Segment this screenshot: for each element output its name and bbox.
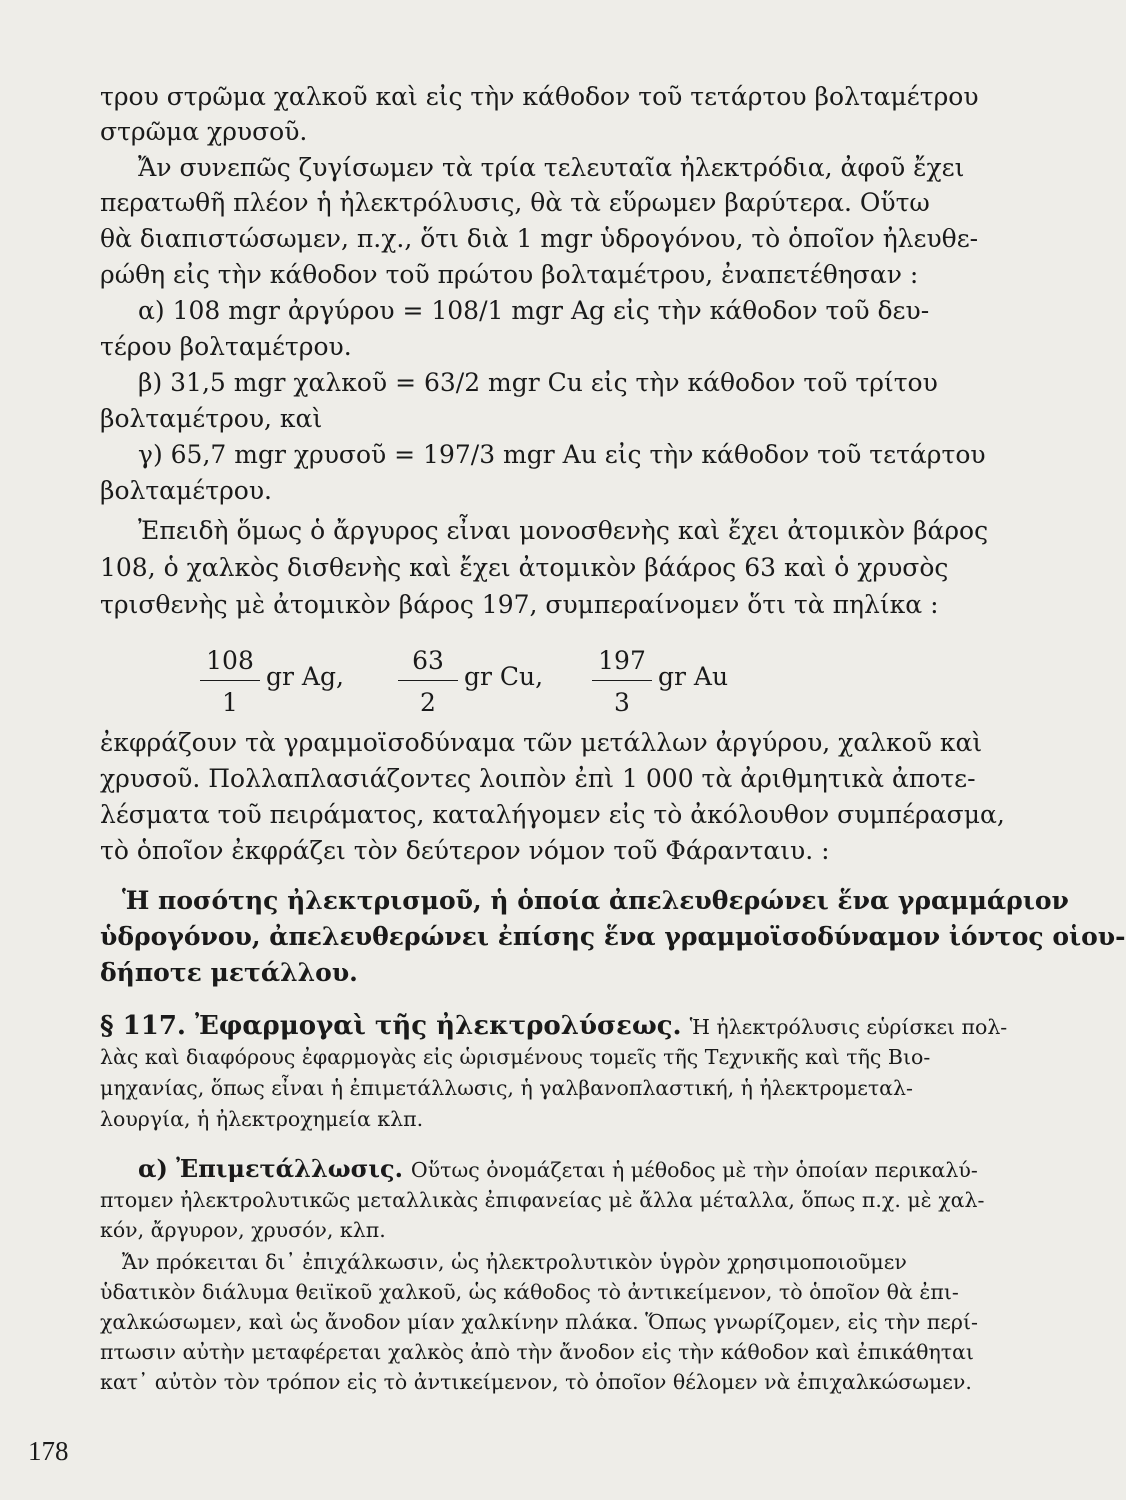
fraction-unit: gr Au — [658, 662, 729, 691]
text-line: πτωσιν αὐτὴν μεταφέρεται χαλκὸς ἀπὸ τὴν ἄνοδον εἰς τὴν κάθοδον καὶ ἐπικάθηται — [100, 1340, 974, 1364]
law-statement-line: ὑδρογόνου, ἀπελευθερώνει ἐπίσης ἕνα γραμμοϊσοδύναμον ἰόντος οἱου- — [100, 922, 1126, 951]
text-line: ρώθη εἰς τὴν κάθοδον τοῦ πρώτου βολταμέτρου, ἐναπετέθησαν : — [100, 260, 919, 289]
text-line: τρου στρῶμα χαλκοῦ καὶ εἰς τὴν κάθοδον τοῦ τετάρτου βολταμέτρου — [100, 82, 979, 111]
text-line: χρυσοῦ. Πολλαπλασιάζοντες λοιπὸν ἐπὶ 1 000 τὰ ἀριθμητικὰ ἀποτε- — [100, 764, 976, 793]
text-line: β) 31,5 mgr χαλκοῦ = 63/2 mgr Cu εἰς τὴν κάθοδον τοῦ τρίτου — [138, 368, 938, 397]
text-line: βολταμέτρου. — [100, 476, 272, 505]
text-line: τέρου βολταμέτρου. — [100, 332, 352, 361]
text-line: Ἄν συνεπῶς ζυγίσωμεν τὰ τρία τελευταῖα ἠλεκτρόδια, ἀφοῦ ἔχει — [138, 153, 965, 182]
text-line: μηχανίας, ὅπως εἶναι ἡ ἐπιμετάλλωσις, ἡ γαλβανοπλαστική, ἡ ἠλεκτρομεταλ- — [100, 1076, 913, 1100]
text-line: στρῶμα χρυσοῦ. — [100, 117, 308, 146]
text-line: Ἄν πρόκειται δι᾿ ἐπιχάλκωσιν, ὡς ἠλεκτρολυτικὸν ὑγρὸν χρησιμοποιοῦμεν — [122, 1250, 907, 1274]
text-line: λέσματα τοῦ πειράματος, καταλήγομεν εἰς τὸ ἀκόλουθον συμπέρασμα, — [100, 800, 1005, 829]
text-line: τρισθενὴς μὲ ἀτομικὸν βάρος 197, συμπεραίνομεν ὅτι τὰ πηλίκα : — [100, 590, 939, 619]
text-line: λὰς καὶ διαφόρους ἐφαρμογὰς εἰς ὡρισμένους τομεῖς τῆς Τεχνικῆς καὶ τῆς Βιο- — [100, 1045, 931, 1069]
text-line: 108, ὁ χαλκὸς δισθενὴς καὶ ἔχει ἀτομικὸν βάάρος 63 καὶ ὁ χρυσὸς — [100, 553, 949, 582]
section-heading: § 117. Ἐφαρμογαὶ τῆς ἠλεκτρολύσεως. — [100, 1011, 682, 1041]
text-line: κατ᾿ αὐτὸν τὸν τρόπον εἰς τὸ ἀντικείμενον, τὸ ὁποῖον θέλομεν νὰ ἐπιχαλκώσωμεν. — [100, 1370, 972, 1394]
law-statement-line: δήποτε μετάλλου. — [100, 958, 358, 987]
text-line: χαλκώσωμεν, καὶ ὡς ἄνοδον μίαν χαλκίνην πλάκα. Ὅπως γνωρίζομεν, εἰς τὴν περί- — [100, 1310, 978, 1334]
fraction-unit: gr Ag, — [266, 662, 344, 691]
fraction-numerator: 197 — [598, 646, 646, 675]
law-statement-line: Ἡ ποσότης ἠλεκτρισμοῦ, ἡ ὁποία ἀπελευθερώνει ἕνα γραμμάριον — [122, 886, 1069, 915]
text-line: βολταμέτρου, καὶ — [100, 404, 323, 433]
text-line: γ) 65,7 mgr χρυσοῦ = 197/3 mgr Au εἰς τὴν κάθοδον τοῦ τετάρτου — [138, 440, 986, 469]
fraction-bar — [398, 680, 458, 681]
fraction-bar — [200, 680, 260, 681]
section-text: Ἡ ἠλεκτρόλυσις εὑρίσκει πολ- — [689, 1015, 1008, 1039]
text-line: λουργία, ἡ ἠλεκτροχημεία κλπ. — [100, 1107, 424, 1131]
text-line: α) 108 mgr ἀργύρου = 108/1 mgr Ag εἰς τὴν κάθοδον τοῦ δευ- — [138, 296, 930, 325]
fraction-denominator: 3 — [614, 688, 630, 717]
text-line: ὑδατικὸν διάλυμα θειϊκοῦ χαλκοῦ, ὡς κάθοδος τὸ ἀντικείμενον, τὸ ὁποῖον θὰ ἐπι- — [100, 1280, 959, 1304]
page-number: 178 — [28, 1436, 69, 1466]
text-line: κόν, ἄργυρον, χρυσόν, κλπ. — [100, 1218, 386, 1242]
text-line: περατωθῆ πλέον ἡ ἠλεκτρόλυσις, θὰ τὰ εὕρωμεν βαρύτερα. Οὕτω — [100, 188, 930, 217]
section-117-first-line — [100, 1011, 1008, 1041]
text-line: τὸ ὁποῖον ἐκφράζει τὸν δεύτερον νόμον τοῦ Φάρανταιυ. : — [100, 836, 830, 865]
subsection-heading: α) Ἐπιμετάλλωσις. — [138, 1154, 403, 1183]
subsection-text: Οὕτως ὀνομάζεται ἡ μέθοδος μὲ τὴν ὁποίαν περικαλύ- — [410, 1158, 978, 1182]
fraction-denominator: 1 — [222, 688, 238, 717]
text-line: Ἐπειδὴ ὅμως ὁ ἄργυρος εἶναι μονοσθενὴς καὶ ἔχει ἀτομικὸν βάρος — [138, 516, 989, 545]
fraction-numerator: 63 — [412, 646, 444, 675]
fraction-denominator: 2 — [420, 688, 436, 717]
text-line: πτομεν ἠλεκτρολυτικῶς μεταλλικὰς ἐπιφανείας μὲ ἄλλα μέταλλα, ὅπως π.χ. μὲ χαλ- — [100, 1188, 985, 1212]
fraction-bar — [592, 680, 652, 681]
subsection-a-first-line — [138, 1154, 978, 1184]
text-line: ἐκφράζουν τὰ γραμμοϊσοδύναμα τῶν μετάλλων ἀργύρου, χαλκοῦ καὶ — [100, 728, 983, 757]
fraction-unit: gr Cu, — [464, 662, 544, 691]
fraction-numerator: 108 — [206, 646, 254, 675]
text-line: θὰ διαπιστώσωμεν, π.χ., ὅτι διὰ 1 mgr ὑδρογόνου, τὸ ὁποῖον ἠλευθε- — [100, 224, 979, 253]
